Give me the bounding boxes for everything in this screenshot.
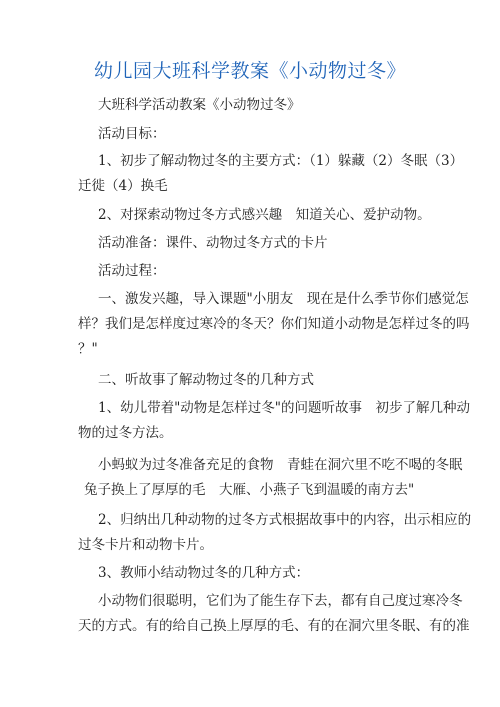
text-line: 小蚂蚁为过冬准备充足的食物 青蛙在洞穴里不吃不喝的冬眠 bbox=[98, 457, 463, 473]
text-line: 活动过程： bbox=[98, 263, 166, 279]
text-line: 1、初步了解动物过冬的主要方式：（1）躲藏（2）冬眠（3） bbox=[98, 153, 464, 169]
text-line: 1、幼儿带着"动物是怎样过冬"的问题听故事 初步了解几种动 bbox=[98, 400, 471, 416]
text-line: 活动目标： bbox=[98, 126, 166, 142]
text-line: 迁徙（4）换毛 bbox=[78, 178, 168, 194]
text-line: 大班科学活动教案《小动物过冬》 bbox=[98, 97, 301, 113]
text-line: 2、对探索动物过冬方式感兴趣 知道关心、爱护动物。 bbox=[98, 207, 431, 223]
text-line: 兔子换上了厚厚的毛 大雁、小燕子飞到温暖的南方去" bbox=[84, 482, 415, 498]
text-line: ？" bbox=[78, 341, 98, 357]
document-title: 幼儿园大班科学教案《小动物过冬》 bbox=[93, 60, 406, 82]
text-line: 物的过冬方法。 bbox=[78, 425, 173, 441]
text-line: 天的方式。有的给自己换上厚厚的毛、有的在洞穴里冬眠、有的准 bbox=[78, 618, 470, 634]
text-line: 一、激发兴趣，导入课题"小朋友 现在是什么季节你们感觉怎 bbox=[98, 291, 469, 307]
text-line: 3、教师小结动物过冬的几种方式： bbox=[98, 565, 310, 581]
text-line: 小动物们很聪明，它们为了能生存下去，都有自己度过寒冷冬 bbox=[98, 593, 463, 609]
text-line: 二、听故事了解动物过冬的几种方式 bbox=[98, 372, 314, 388]
text-line: 2、归纳出几种动物的过冬方式根据故事中的内容，出示相应的 bbox=[98, 512, 472, 528]
text-line: 样？我们是怎样度过寒冷的冬天？你们知道小动物是怎样过冬的吗 bbox=[78, 316, 470, 332]
text-line: 过冬卡片和动物卡片。 bbox=[78, 537, 213, 553]
text-line: 活动准备：课件、动物过冬方式的卡片 bbox=[98, 235, 328, 251]
